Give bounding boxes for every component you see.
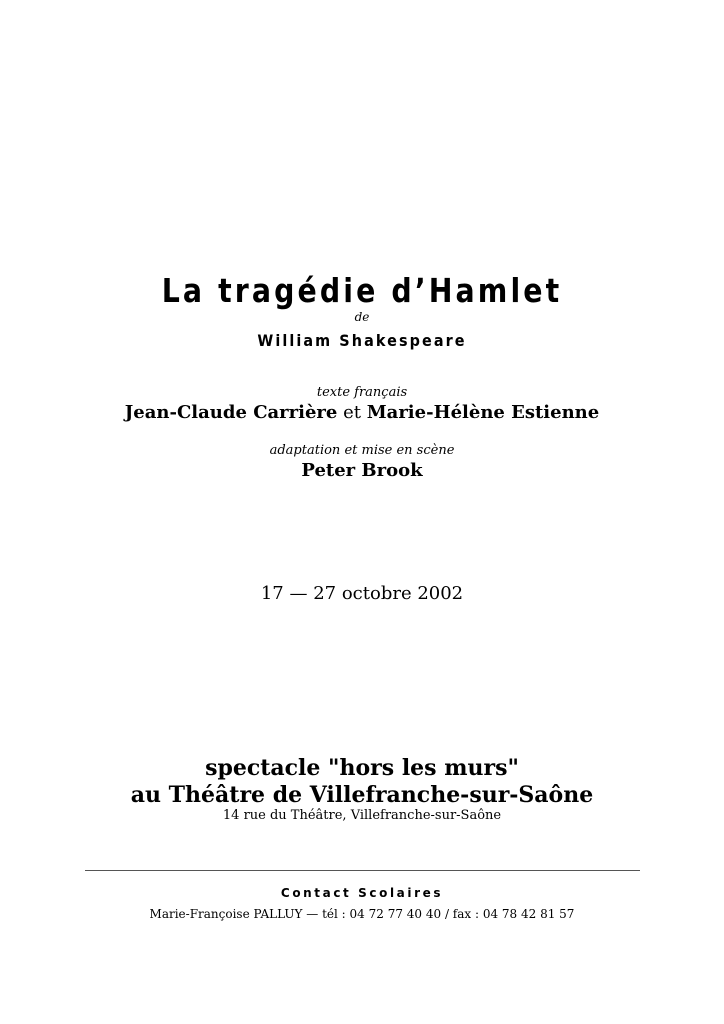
translators-line [0, 402, 724, 423]
play-title: La tragédie d’Hamlet [161, 271, 563, 310]
translator-1: Jean-Claude Carrière [124, 402, 338, 423]
contact-details: Marie-Françoise PALLUY — tél : 04 72 77 40 40 / fax : 04 78 42 81 57 [149, 907, 575, 921]
author-preposition: de [354, 310, 370, 324]
divider [85, 870, 640, 871]
contact-title: Contact Scolaires [280, 886, 444, 900]
director-name: Peter Brook [301, 460, 423, 481]
translator-conjunction: et [343, 402, 361, 423]
venue-line-2: au Théâtre de Villefranche-sur-Saône [130, 782, 594, 808]
translation-label: texte français [316, 385, 408, 400]
adaptation-label: adaptation et mise en scène [269, 443, 455, 458]
performance-dates: 17 — 27 octobre 2002 [260, 583, 464, 604]
venue-address: 14 rue du Théâtre, Villefranche-sur-Saône [222, 808, 502, 823]
translator-2: Marie-Hélène Estienne [366, 402, 600, 423]
author-name: William Shakespeare [257, 331, 467, 350]
venue-line-1: spectacle "hors les murs" [205, 755, 519, 781]
